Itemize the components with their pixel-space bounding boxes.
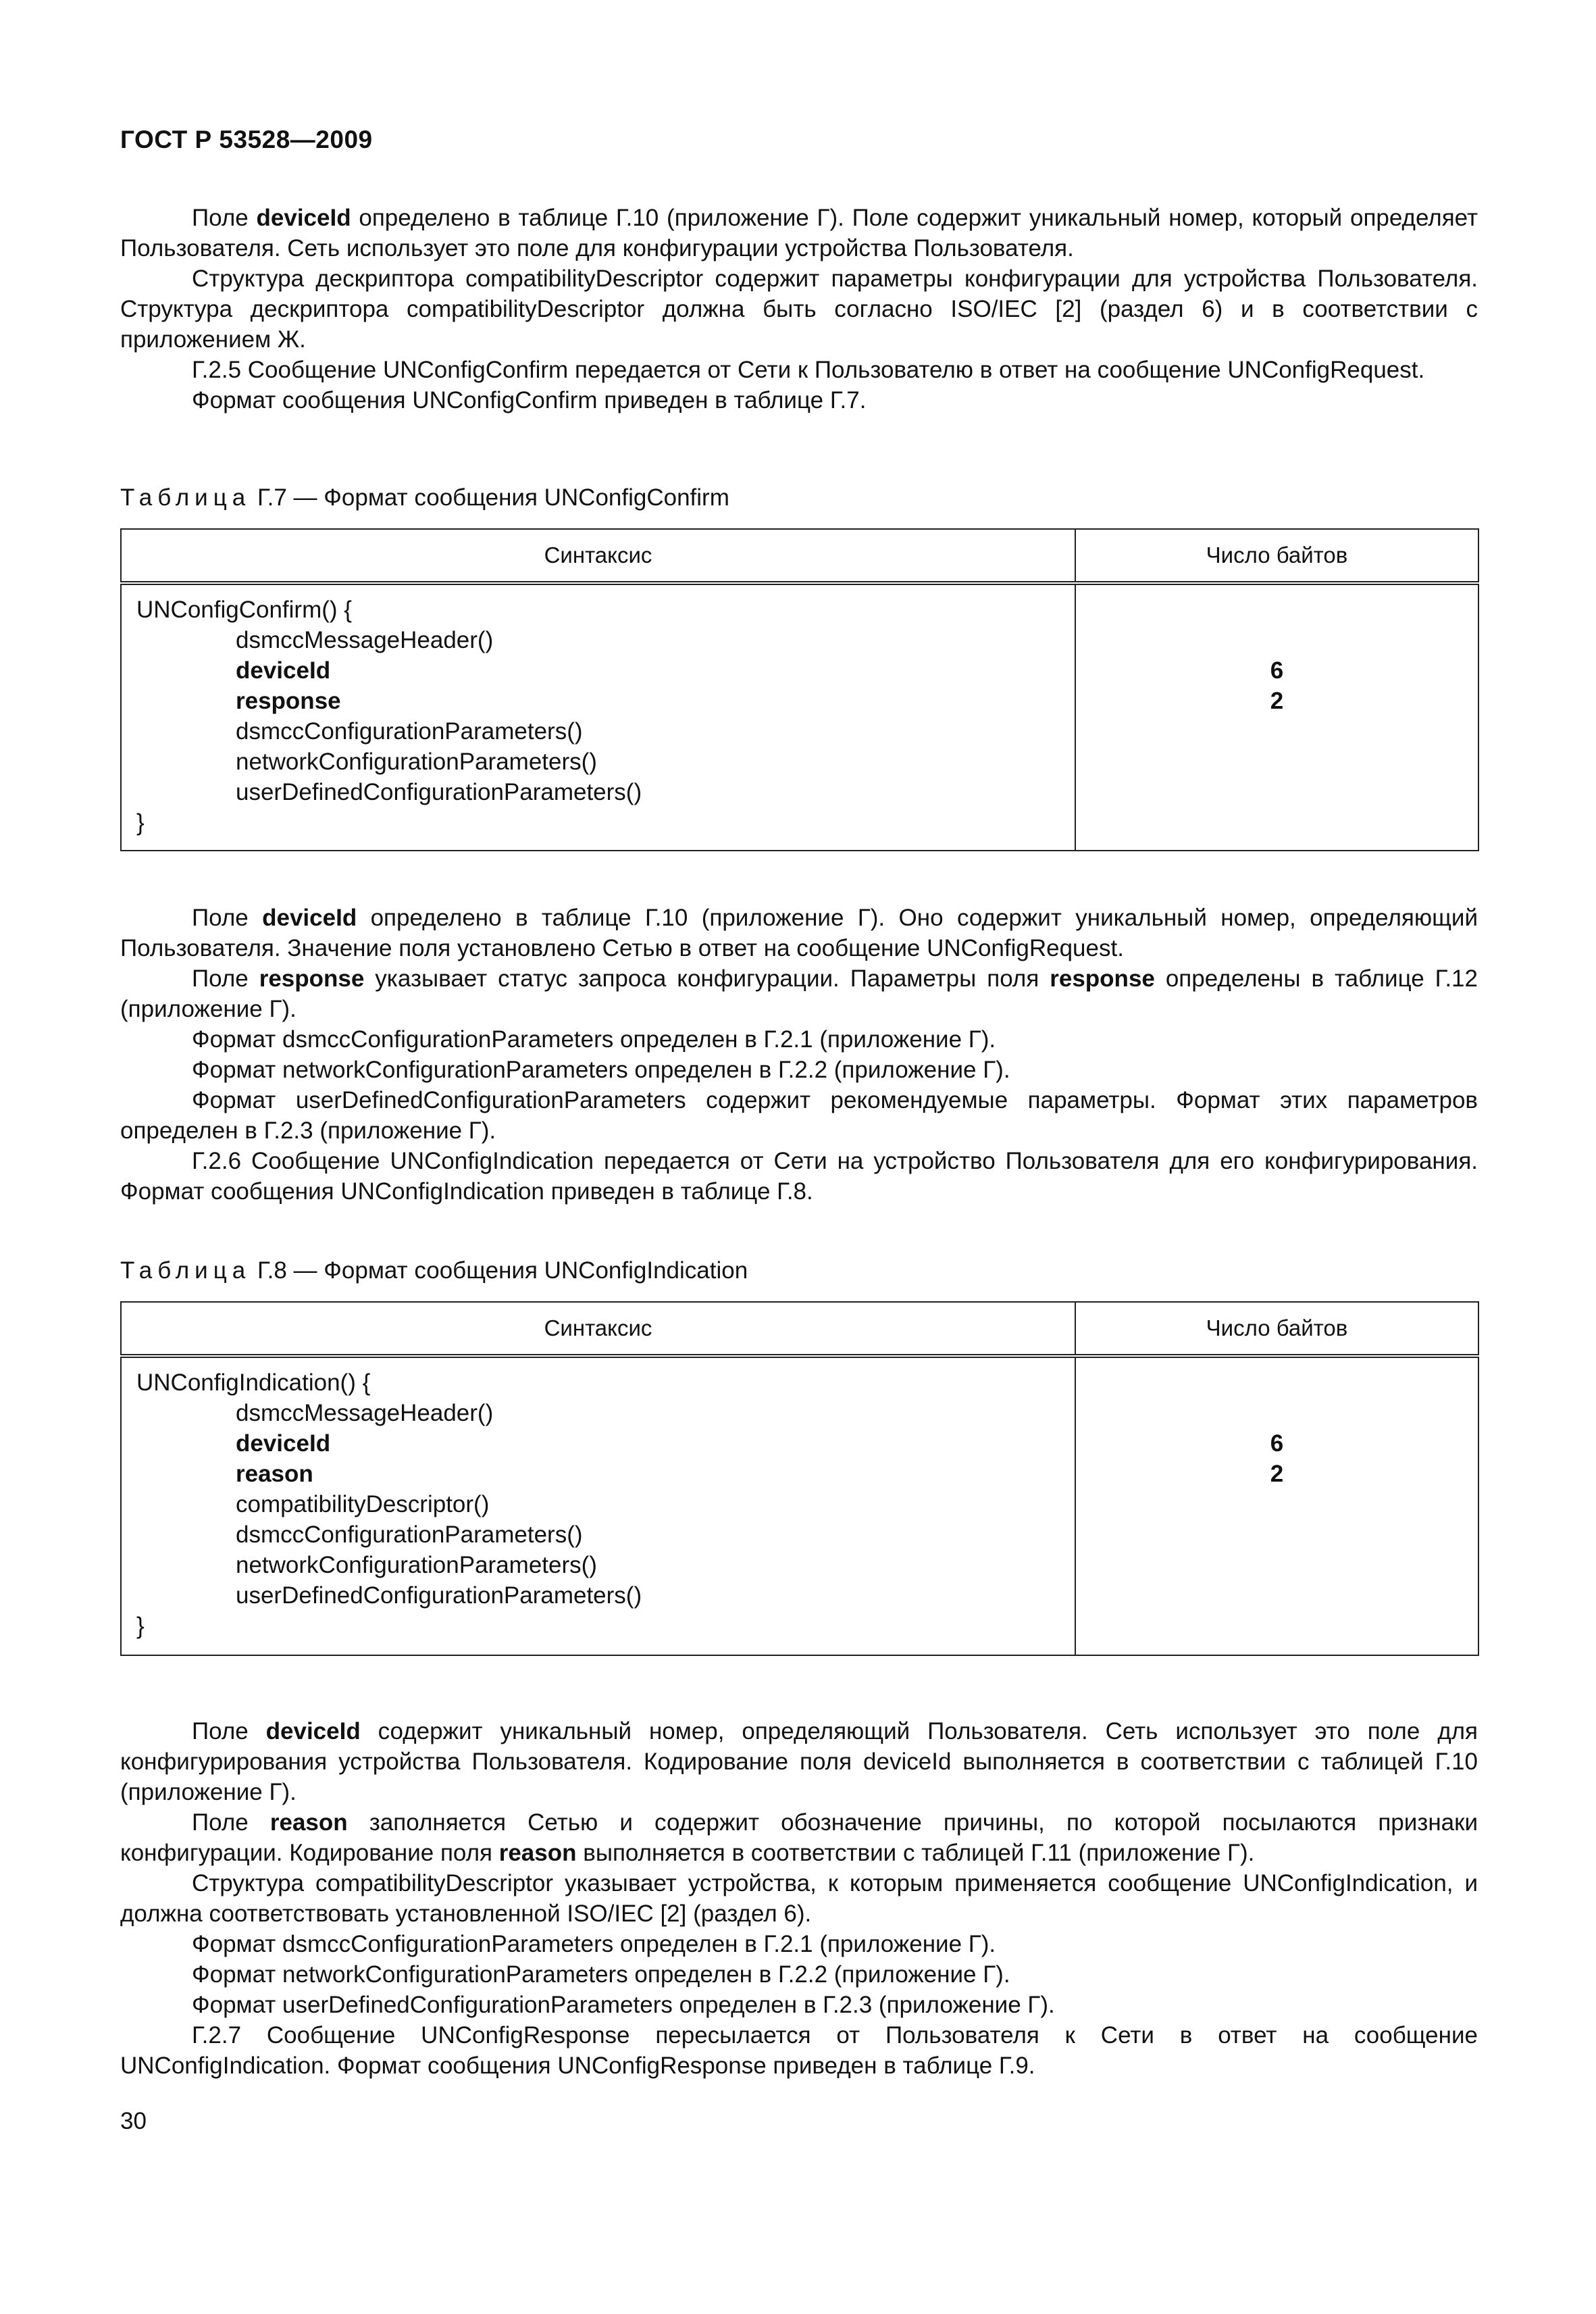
syntax-line: dsmccMessageHeader() (236, 1400, 494, 1426)
paragraph: Формат networkConfigurationParameters определен в Г.2.2 (приложение Г). (192, 1961, 1010, 1988)
syntax-line: deviceId (236, 657, 331, 684)
paragraph: Формат userDefinedConfigurationParameters содержит рекомендуемые параметры. Формат этих параметров определен в Г.2.3 (приложение Г). (120, 1087, 1478, 1144)
syntax-cell (121, 1356, 1075, 1655)
syntax-line: deviceId (236, 1430, 331, 1457)
syntax-line: dsmccConfigurationParameters() (236, 1521, 583, 1548)
syntax-line: dsmccConfigurationParameters() (236, 718, 583, 745)
paragraph: Поле reason заполняется Сетью и содержит обозначение причины, по которой посылаются признаки конфигурации. Кодирование поля reason выполняется в соответствии с таблицей Г.11 (приложение Г). (120, 1809, 1478, 1866)
paragraph: Формат сообщения UNConfigConfirm приведен в таблице Г.7. (192, 387, 867, 413)
byte-count: 2 (1270, 688, 1284, 714)
paragraph: Г.2.7 Сообщение UNConfigResponse пересылается от Пользователя к Сети в ответ на сообщение UNConfigIndication. Формат сообщения UNConfigResponse приведен в таблице Г.9. (120, 2022, 1478, 2079)
column-header-bytes: Число байтов (1075, 529, 1478, 583)
paragraph: Формат networkConfigurationParameters определен в Г.2.2 (приложение Г). (192, 1057, 1010, 1083)
syntax-line: } (136, 809, 145, 836)
paragraph: Структура дескриптора compatibilityDescriptor содержит параметры конфигурации для устройства Пользователя. Структура дескриптора compatibilityDescriptor должна быть согласно ISO/IEC [2] (раздел 6) и в соответствии с приложением Ж. (120, 266, 1478, 353)
byte-count: 6 (1270, 1430, 1284, 1457)
syntax-line: UNConfigConfirm() { (136, 597, 352, 623)
syntax-line: UNConfigIndication() { (136, 1369, 371, 1396)
byte-count: 2 (1270, 1461, 1284, 1487)
table-caption: Таблица Г.8 — Формат сообщения UNConfigIndication (120, 1257, 748, 1284)
page-header: ГОСТ Р 53528—2009 (120, 126, 373, 153)
paragraph: Г.2.6 Сообщение UNConfigIndication передается от Сети на устройство Пользователя для его конфигурирования. Формат сообщения UNConfigIndication приведен в таблице Г.8. (120, 1148, 1478, 1205)
page-number: 30 (120, 2108, 147, 2134)
paragraph: Структура compatibilityDescriptor указывает устройства, к которым применяется сообщение UNConfigIndication, и должна соответствовать установленной ISO/IEC [2] (раздел 6). (120, 1870, 1478, 1927)
paragraph: Поле response указывает статус запроса конфигурации. Параметры поля response определены в таблице Г.12 (приложение Г). (120, 965, 1478, 1022)
paragraph: Поле deviceId определено в таблице Г.10 (приложение Г). Оно содержит уникальный номер, определяющий Пользователя. Значение поля установлено Сетью в ответ на сообщение UNConfigRequest. (120, 905, 1478, 961)
paragraph: Поле deviceId содержит уникальный номер, определяющий Пользователя. Сеть использует это поле для конфигурирования устройства Пользователя. Кодирование поля deviceId выполняется в соответствии с таблицей Г.10 (приложение Г). (120, 1718, 1478, 1805)
paragraph: Г.2.5 Сообщение UNConfigConfirm передается от Сети к Пользователю в ответ на сообщение UNConfigRequest. (192, 357, 1425, 383)
syntax-line: dsmccMessageHeader() (236, 627, 494, 653)
paragraph: Поле deviceId определено в таблице Г.10 (приложение Г). Поле содержит уникальный номер, который определяет Пользователя. Сеть использует это поле для конфигурации устройства Пользователя. (120, 205, 1478, 261)
message-format-table (120, 528, 1479, 851)
column-header-syntax: Синтаксис (121, 529, 1075, 583)
middle-text (120, 903, 1478, 1207)
intro-text (120, 203, 1478, 416)
syntax-line: networkConfigurationParameters() (236, 749, 597, 775)
paragraph: Формат userDefinedConfigurationParameters определен в Г.2.3 (приложение Г). (192, 1992, 1055, 2018)
column-header-syntax: Синтаксис (121, 1302, 1075, 1356)
byte-count: 6 (1270, 657, 1284, 684)
syntax-line: userDefinedConfigurationParameters() (236, 1582, 642, 1609)
syntax-cell (121, 583, 1075, 851)
paragraph: Формат dsmccConfigurationParameters определен в Г.2.1 (приложение Г). (192, 1931, 996, 1957)
column-header-bytes: Число байтов (1075, 1302, 1478, 1356)
message-format-table (120, 1301, 1479, 1656)
bytes-cell (1075, 1356, 1478, 1655)
syntax-line: reason (236, 1461, 313, 1487)
document-page (120, 0, 1478, 2314)
syntax-line: compatibilityDescriptor() (236, 1491, 490, 1517)
syntax-line: } (136, 1613, 145, 1639)
syntax-line: userDefinedConfigurationParameters() (236, 779, 642, 805)
table-caption: Таблица Г.7 — Формат сообщения UNConfigConfirm (120, 484, 729, 511)
tail-text (120, 1716, 1478, 2081)
paragraph: Формат dsmccConfigurationParameters определен в Г.2.1 (приложение Г). (192, 1026, 996, 1053)
syntax-line: response (236, 688, 341, 714)
bytes-cell (1075, 583, 1478, 851)
syntax-line: networkConfigurationParameters() (236, 1552, 597, 1578)
